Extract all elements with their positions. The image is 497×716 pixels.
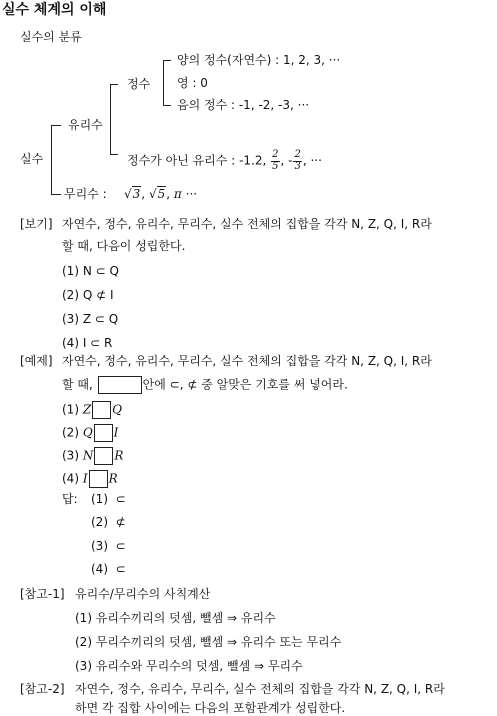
irrational-item: √3 <box>124 187 141 201</box>
ref2-line1: 자연수, 정수, 유리수, 무리수, 실수 전체의 집합을 각각 N, Z, Q, I, R라 <box>75 682 445 696</box>
node-integer: 정수 <box>127 77 151 91</box>
answer-label: 답: <box>62 492 78 506</box>
node-positive-integer: 양의 정수(자연수) : 1, 2, 3, ··· <box>177 53 341 67</box>
ref1-tag: [참고-1] <box>20 587 65 601</box>
irrational-items: √3, √5, π ··· <box>124 187 198 201</box>
bogi-line2: 할 때, 다음이 성립한다. <box>62 239 186 253</box>
node-irrational: 무리수 : <box>64 187 107 201</box>
answer-box <box>89 470 108 488</box>
ref1-item-1: (1) 유리수끼리의 덧셈, 뺄셈 ⇒ 유리수 <box>75 611 276 625</box>
bogi-item-2: (2) Q ⊄ I <box>62 288 114 302</box>
fraction-2-3: $\frac{2}{3}$ <box>294 149 301 172</box>
node-rational: 유리수 <box>68 118 103 132</box>
fraction-2-5: $\frac{2}{5}$ <box>272 149 279 172</box>
bogi-item-3: (3) Z ⊂ Q <box>62 312 119 326</box>
node-zero: 영 : 0 <box>177 76 208 90</box>
irrational-item: √5 <box>148 187 166 201</box>
ref1-item-3: (3) 유리수와 무리수의 덧셈, 뺄셈 ⇒ 무리수 <box>75 659 303 673</box>
example-item-1: (1) Z Q <box>62 401 122 419</box>
node-noninteger: 정수가 아닌 유리수 : -1.2, $\frac{2}{5}$ , - $\frac{2}{3}$ , ··· <box>127 149 322 172</box>
bogi-tag: [보기] <box>20 217 53 231</box>
ref1-item-2: (2) 무리수끼리의 덧셈, 뺄셈 ⇒ 유리수 또는 무리수 <box>75 635 342 649</box>
example-line2: 할 때, 안에 ⊂, ⊄ 중 알맞은 기호를 써 넣어라. <box>62 376 348 394</box>
answer-4: (4) ⊂ <box>91 562 126 576</box>
example-item-2: (2) Q I <box>62 424 118 442</box>
example-line1: 자연수, 정수, 유리수, 무리수, 실수 전체의 집합을 각각 N, Z, Q, I, R라 <box>62 354 432 368</box>
bogi-item-1: (1) N ⊂ Q <box>62 264 119 278</box>
answer-box <box>94 447 113 465</box>
node-real: 실수 <box>20 152 44 166</box>
answer-box <box>94 424 113 442</box>
ref2-line2: 하면 각 집합 사이에는 다음의 포함관계가 성립한다. <box>75 701 346 715</box>
bogi-item-4: (4) I ⊂ R <box>62 336 113 350</box>
example-item-3: (3) N R <box>62 447 123 465</box>
irrational-item: ··· <box>185 187 198 201</box>
answer-3: (3) ⊂ <box>91 539 126 553</box>
node-negative-integer: 음의 정수 : -1, -2, -3, ··· <box>177 98 310 112</box>
ref2-tag: [참고-2] <box>20 682 65 696</box>
answer-box <box>92 401 111 419</box>
answer-1: (1) ⊂ <box>91 492 126 506</box>
blank-box <box>98 376 142 394</box>
answer-2: (2) ⊄ <box>91 515 126 529</box>
page-title: 실수 체계의 이해 <box>2 2 107 18</box>
ref1-heading: 유리수/무리수의 사칙계산 <box>75 587 211 601</box>
irrational-item: π <box>173 187 182 201</box>
example-tag: [예제] <box>20 354 53 368</box>
bogi-line1: 자연수, 정수, 유리수, 무리수, 실수 전체의 집합을 각각 N, Z, Q, I, R라 <box>62 217 432 231</box>
classification-heading: 실수의 분류 <box>20 30 82 44</box>
example-item-4: (4) I R <box>62 470 118 488</box>
